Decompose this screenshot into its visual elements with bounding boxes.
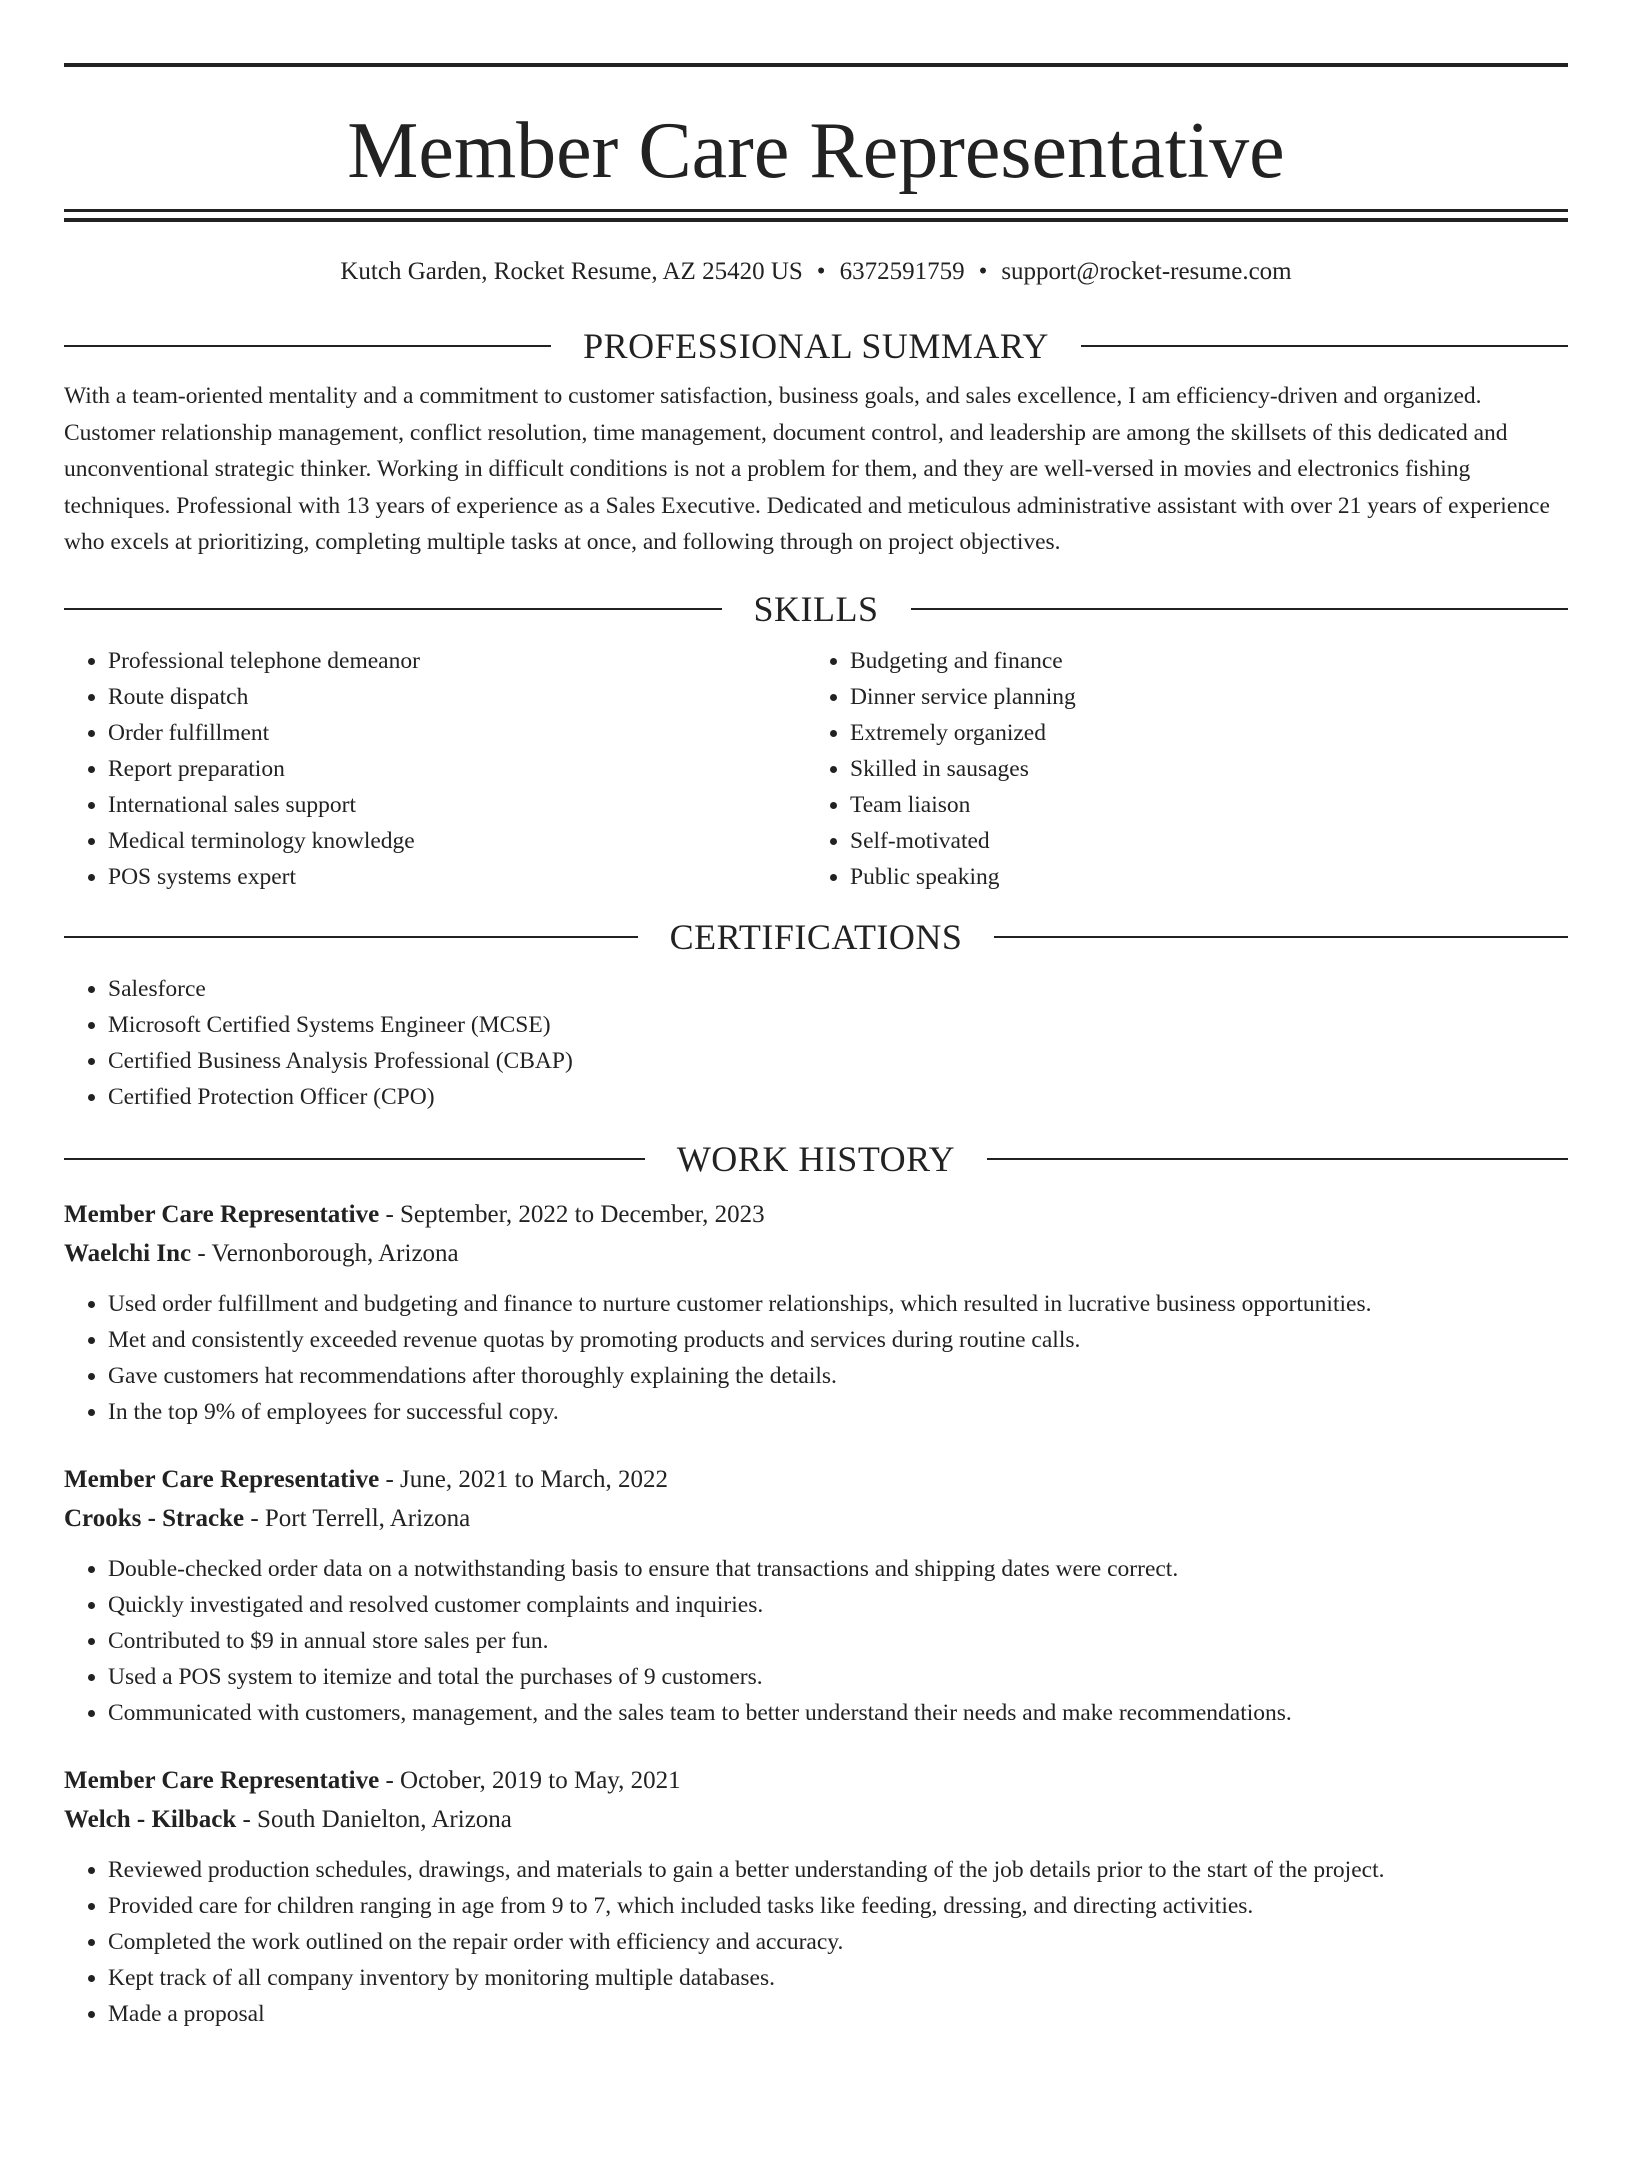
- job-title: Member Care Representative: [64, 1465, 380, 1493]
- heading-rule: [64, 936, 638, 938]
- job-company: Crooks - Stracke: [64, 1504, 245, 1532]
- heading-rule: [911, 608, 1569, 610]
- job-dates: - June, 2021 to March, 2022: [379, 1465, 669, 1493]
- heading-rule: [1081, 345, 1568, 347]
- contact-line: [64, 256, 1568, 288]
- job-entry: [64, 1195, 1568, 1430]
- list-item: • In the top 9% of employees for successful copy.: [108, 1394, 1568, 1430]
- list-item: • Certified Business Analysis Professional (CBAP): [108, 1043, 1568, 1079]
- list-item: • Gave customers hat recommendations after thoroughly explaining the details.: [108, 1358, 1568, 1394]
- job-company-line: [64, 1499, 1568, 1538]
- heading-rule: [994, 936, 1568, 938]
- list-item: • Provided care for children ranging in age from 9 to 7, which included tasks like feeding, dressing, and directing activities.: [108, 1888, 1568, 1924]
- resume-title: Member Care Representative: [347, 107, 1285, 195]
- list-item: • Report preparation: [108, 751, 806, 787]
- skills-column-left: [64, 643, 806, 895]
- job-location: - Port Terrell, Arizona: [244, 1504, 471, 1532]
- section-title: PROFESSIONAL SUMMARY: [583, 326, 1049, 366]
- certifications-list: [64, 971, 1568, 1115]
- summary-paragraph: With a team-oriented mentality and a commitment to customer satisfaction, business goals, and sales excellence, I am efficiency-driven and organized. Customer relationship management, conflict resolution, time management, document control, and leadership are among the skillsets of this dedicated and unconventional strategic thinker. Working in difficult conditions is not a problem for them, and they are well-versed in movies and electronics fishing techniques. Professional with 13 years of experience as a Sales Executive. Dedicated and meticulous administrative assistant with over 21 years of experience who excels at prioritizing, completing multiple tasks at once, and following through on project objectives.: [64, 383, 1550, 555]
- heading-rule: [64, 608, 722, 610]
- list-item: • Communicated with customers, management, and the sales team to better understand their needs and make recommendations.: [108, 1695, 1568, 1731]
- section-heading-summary: [64, 324, 1568, 368]
- list-item: • Reviewed production schedules, drawings, and materials to gain a better understanding of the job details prior to the start of the project.: [108, 1852, 1568, 1888]
- job-dates: - October, 2019 to May, 2021: [379, 1766, 681, 1794]
- list-item: • Certified Protection Officer (CPO): [108, 1079, 1568, 1115]
- resume-page: [0, 63, 1632, 2175]
- list-item: • Met and consistently exceeded revenue quotas by promoting products and services during routine calls.: [108, 1322, 1568, 1358]
- skills-column-right: [806, 643, 1076, 895]
- job-company-line: [64, 1234, 1568, 1273]
- job-company: Waelchi Inc: [64, 1239, 192, 1267]
- list-item: • Completed the work outlined on the repair order with efficiency and accuracy.: [108, 1924, 1568, 1960]
- list-item: • Microsoft Certified Systems Engineer (MCSE): [108, 1007, 1568, 1043]
- section-heading-work-history: [64, 1137, 1568, 1181]
- heading-rule: [64, 1158, 645, 1160]
- job-location: - South Danielton, Arizona: [236, 1805, 512, 1833]
- list-item: • Made a proposal: [108, 1996, 1568, 2032]
- list-item: • Public speaking: [850, 859, 1076, 895]
- list-item: • Skilled in sausages: [850, 751, 1076, 787]
- list-item: • Used order fulfillment and budgeting and finance to nurture customer relationships, which resulted in lucrative business opportunities.: [108, 1286, 1568, 1322]
- list-item: • Team liaison: [850, 787, 1076, 823]
- skills-list: [64, 643, 1568, 895]
- section-title: CERTIFICATIONS: [669, 916, 963, 957]
- work-history-list: [64, 1195, 1568, 2032]
- job-duties-list: [64, 1286, 1568, 1430]
- title-double-rule: [64, 209, 1568, 222]
- list-item: • Dinner service planning: [850, 679, 1076, 715]
- job-duties-list: [64, 1852, 1568, 2032]
- job-duties-list: [64, 1551, 1568, 1731]
- contact-email: support@rocket-resume.com: [1001, 258, 1292, 285]
- list-item: • Quickly investigated and resolved customer complaints and inquiries.: [108, 1587, 1568, 1623]
- job-title: Member Care Representative: [64, 1200, 380, 1228]
- job-company-line: [64, 1800, 1568, 1839]
- list-item: • Extremely organized: [850, 715, 1076, 751]
- top-rule: [64, 63, 1568, 67]
- heading-rule: [987, 1158, 1568, 1160]
- list-item: • Budgeting and finance: [850, 643, 1076, 679]
- section-heading-certifications: [64, 915, 1568, 959]
- list-item: • International sales support: [108, 787, 806, 823]
- job-title: Member Care Representative: [64, 1766, 380, 1794]
- section-title: SKILLS: [753, 588, 879, 629]
- list-item: • Medical terminology knowledge: [108, 823, 806, 859]
- job-title-line: [64, 1761, 1568, 1800]
- list-item: • Salesforce: [108, 971, 1568, 1007]
- section-heading-skills: [64, 587, 1568, 631]
- job-dates: - September, 2022 to December, 2023: [379, 1200, 765, 1228]
- job-title-line: [64, 1460, 1568, 1499]
- list-item: • Used a POS system to itemize and total the purchases of 9 customers.: [108, 1659, 1568, 1695]
- list-item: • Kept track of all company inventory by monitoring multiple databases.: [108, 1960, 1568, 1996]
- heading-rule: [64, 345, 551, 347]
- contact-phone: 6372591759: [839, 258, 965, 285]
- list-item: • Double-checked order data on a notwithstanding basis to ensure that transactions and shipping dates were correct.: [108, 1551, 1568, 1587]
- job-company: Welch - Kilback: [64, 1805, 237, 1833]
- job-title-line: [64, 1195, 1568, 1234]
- contact-separator: •: [978, 258, 988, 285]
- section-title: WORK HISTORY: [676, 1138, 956, 1179]
- list-item: • Order fulfillment: [108, 715, 806, 751]
- list-item: • Professional telephone demeanor: [108, 643, 806, 679]
- job-location: - Vernonborough, Arizona: [191, 1239, 459, 1267]
- contact-separator: •: [816, 258, 826, 285]
- list-item: • Route dispatch: [108, 679, 806, 715]
- job-entry: [64, 1460, 1568, 1731]
- list-item: • Contributed to $9 in annual store sales per fun.: [108, 1623, 1568, 1659]
- list-item: • Self-motivated: [850, 823, 1076, 859]
- list-item: • POS systems expert: [108, 859, 806, 895]
- job-entry: [64, 1761, 1568, 2032]
- contact-address: Kutch Garden, Rocket Resume, AZ 25420 US: [340, 258, 803, 285]
